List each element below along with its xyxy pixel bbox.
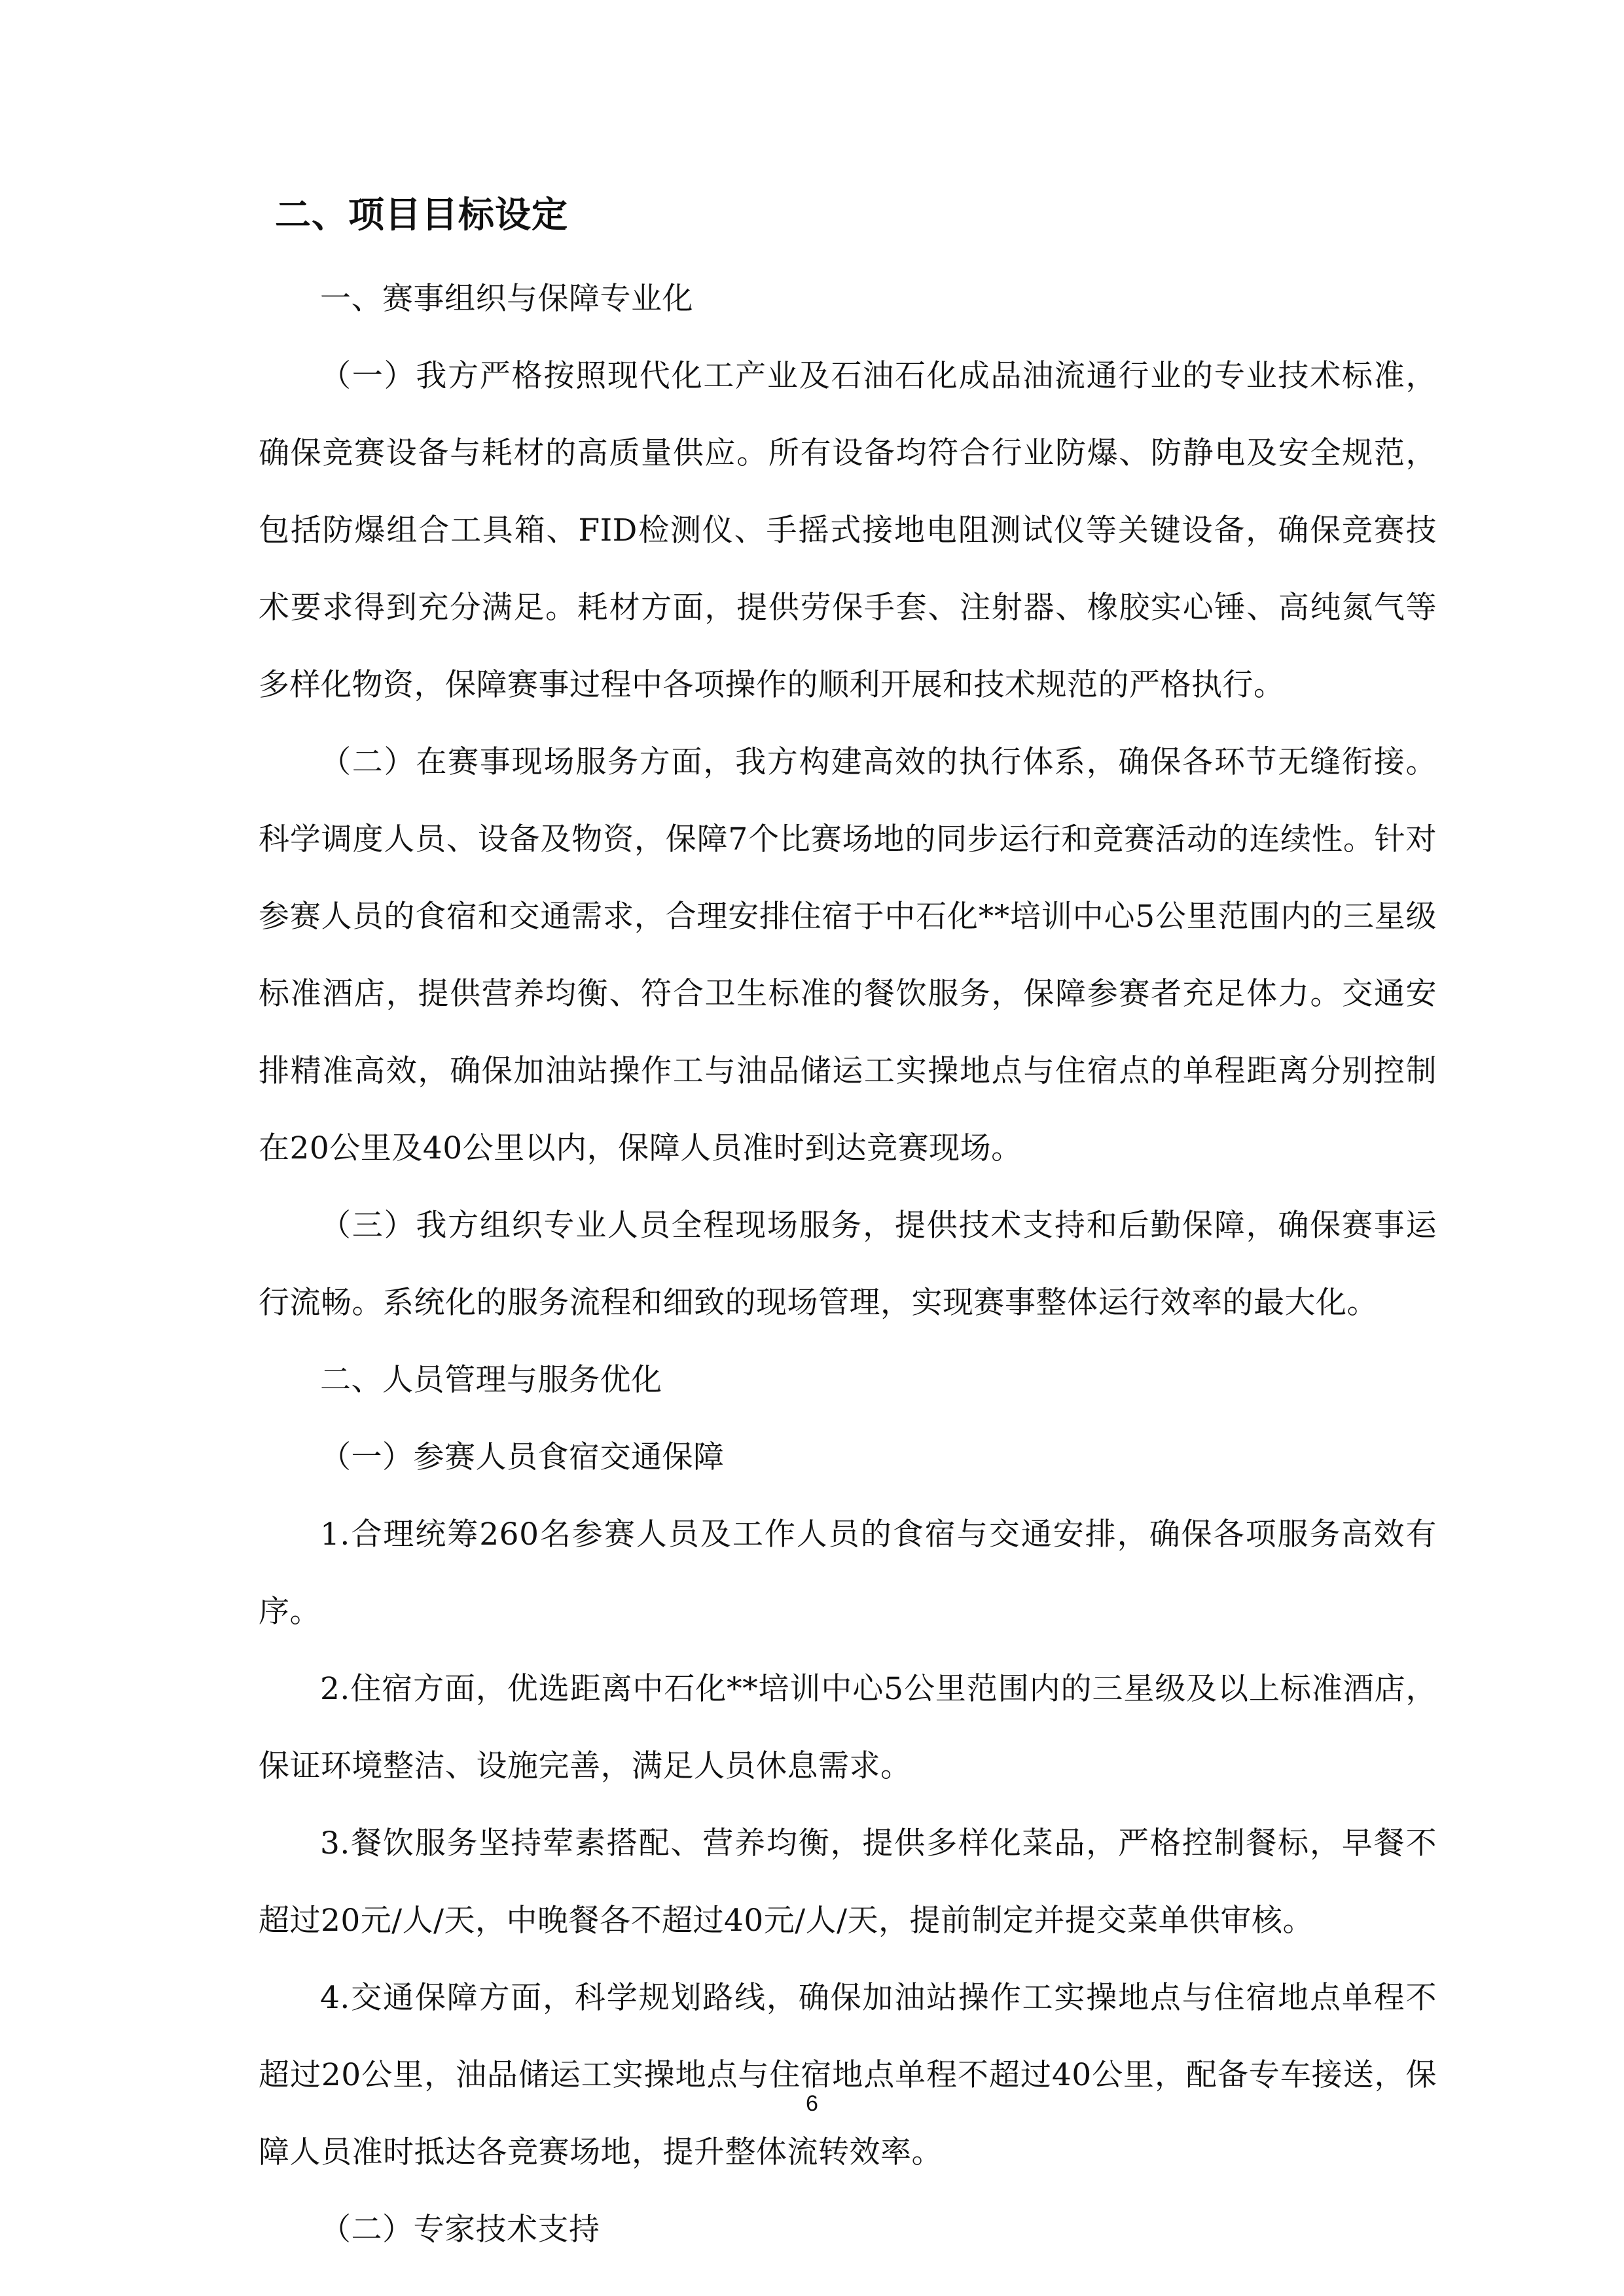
part1-item-2: （二）在赛事现场服务方面，我方构建高效的执行体系，确保各环节无缝衔接。科学调度人员、设备及物资，保障7个比赛场地的同步运行和竞赛活动的连续性。针对参赛人员的食宿和交通需求，合理安排住宿于中石化**培训中心5公里范围内的三星级标准酒店，提供营养均衡、符合卫生标准的餐饮服务，保障参赛者充足体力。交通安排精准高效，确保加油站操作工与油品储运工实操地点与住宿点的单程距离分别控制在20公里及40公里以内，保障人员准时到达竞赛现场。 <box>259 744 1437 1166</box>
part2-heading: 二、人员管理与服务优化 <box>320 1362 662 1398</box>
part1-item-1: （一）我方严格按照现代化工产业及石油石化成品油流通行业的专业技术标准，确保竞赛设备与耗材的高质量供应。所有设备均符合行业防爆、防静电及安全规范，包括防爆组合工具箱、FID检测仪、手摇式接地电阻测试仪等关键设备，确保竞赛技术要求得到充分满足。耗材方面，提供劳保手套、注射器、橡胶实心锤、高纯氮气等多样化物资，保障赛事过程中各项操作的顺利开展和技术规范的严格执行。 <box>259 358 1437 703</box>
part2-sub1-heading: （一）参赛人员食宿交通保障 <box>320 1439 725 1475</box>
part1-item-3: （三）我方组织专业人员全程现场服务，提供技术支持和后勤保障，确保赛事运行流畅。系统化的服务流程和细致的现场管理，实现赛事整体运行效率的最大化。 <box>259 1208 1437 1321</box>
part2-sub1-item-1: 1.合理统筹260名参赛人员及工作人员的食宿与交通安排，确保各项服务高效有序。 <box>259 1516 1437 1630</box>
page-number: 6 <box>806 2091 818 2116</box>
part1-heading: 一、赛事组织与保障专业化 <box>320 281 693 317</box>
part2-sub1-item-2: 2.住宿方面，优选距离中石化**培训中心5公里范围内的三星级及以上标准酒店，保证环境整洁、设施完善，满足人员休息需求。 <box>259 1671 1437 1784</box>
section-title: 二、项目目标设定 <box>275 194 569 236</box>
part2-sub1-item-3: 3.餐饮服务坚持荤素搭配、营养均衡，提供多样化菜品，严格控制餐标，早餐不超过20元/人/天，中晚餐各不超过40元/人/天，提前制定并提交菜单供审核。 <box>259 1825 1437 1939</box>
part2-sub1-item-4: 4.交通保障方面，科学规划路线，确保加油站操作工实操地点与住宿地点单程不超过20公里，油品储运工实操地点与住宿地点单程不超过40公里，配备专车接送，保障人员准时抵达各竞赛场地，提升整体流转效率。 <box>259 1980 1437 2170</box>
page-content <box>259 188 1437 2269</box>
part2-sub2-heading: （二）专家技术支持 <box>320 2212 600 2248</box>
